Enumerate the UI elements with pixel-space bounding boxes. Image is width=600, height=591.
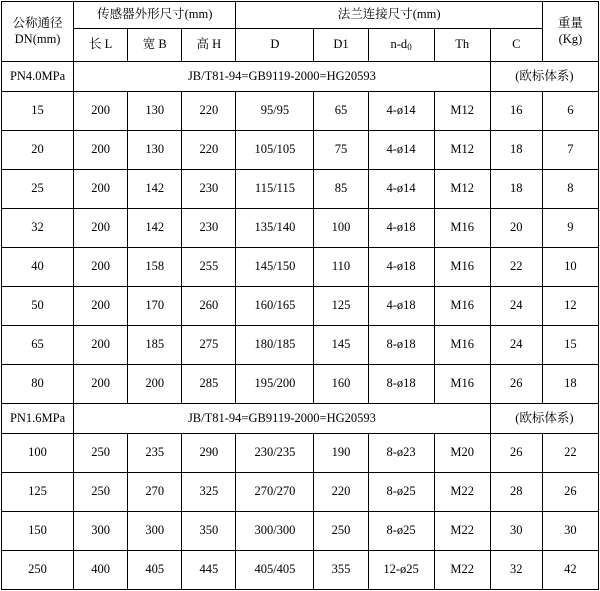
cell-d1: 110 [314,248,368,287]
header-width: 宽 B [128,29,182,62]
cell-n-d0: 8-ø18 [368,365,434,404]
cell-height: 290 [182,434,236,473]
cell-d1: 190 [314,434,368,473]
header-c: C [490,29,542,62]
table-header [2,2,599,62]
cell-d: 95/95 [236,92,314,131]
cell-th: M16 [434,326,490,365]
cell-n-d0: 8-ø25 [368,473,434,512]
cell-n-d0: 8-ø18 [368,326,434,365]
cell-length: 200 [74,209,128,248]
section-standard: JB/T81-94=GB9119-2000=HG20593 [74,62,491,92]
cell-d: 195/200 [236,365,314,404]
section-pressure: PN1.6MPa [2,404,74,434]
cell-height: 350 [182,512,236,551]
cell-dn: 50 [2,287,74,326]
cell-dn: 250 [2,551,74,590]
header-weight-line1: 重量 [557,15,583,30]
cell-d1: 160 [314,365,368,404]
table-row [2,131,599,170]
cell-width: 405 [128,551,182,590]
header-d: D [236,29,314,62]
header-dn-line1: 公称通径 [12,15,63,30]
cell-n-d0: 4-ø18 [368,209,434,248]
cell-weight: 18 [542,365,598,404]
cell-d: 405/405 [236,551,314,590]
cell-length: 300 [74,512,128,551]
section-pressure: PN4.0MPa [2,62,74,92]
cell-dn: 65 [2,326,74,365]
cell-d1: 145 [314,326,368,365]
cell-weight: 22 [542,434,598,473]
cell-length: 200 [74,248,128,287]
section-header-row [2,62,599,92]
cell-weight: 15 [542,326,598,365]
cell-c: 18 [490,131,542,170]
cell-dn: 20 [2,131,74,170]
header-n-d0-main: n-d [390,37,408,52]
cell-weight: 12 [542,287,598,326]
cell-n-d0: 12-ø25 [368,551,434,590]
table-row [2,287,599,326]
cell-width: 270 [128,473,182,512]
cell-d1: 85 [314,170,368,209]
cell-height: 445 [182,551,236,590]
cell-th: M22 [434,473,490,512]
cell-weight: 9 [542,209,598,248]
cell-d: 180/185 [236,326,314,365]
cell-weight: 42 [542,551,598,590]
cell-weight: 7 [542,131,598,170]
cell-d1: 355 [314,551,368,590]
cell-dn: 125 [2,473,74,512]
cell-width: 170 [128,287,182,326]
cell-length: 250 [74,434,128,473]
cell-th: M22 [434,551,490,590]
table-row [2,248,599,287]
cell-c: 18 [490,170,542,209]
specification-table [1,1,599,590]
cell-th: M16 [434,209,490,248]
cell-d1: 220 [314,473,368,512]
header-weight-line2: (Kg) [558,31,583,46]
section-standard: JB/T81-94=GB9119-2000=HG20593 [74,404,491,434]
cell-d1: 100 [314,209,368,248]
cell-c: 24 [490,326,542,365]
cell-length: 400 [74,551,128,590]
cell-d: 300/300 [236,512,314,551]
cell-th: M12 [434,170,490,209]
cell-width: 130 [128,92,182,131]
cell-dn: 80 [2,365,74,404]
cell-length: 200 [74,365,128,404]
cell-height: 285 [182,365,236,404]
cell-length: 200 [74,131,128,170]
cell-length: 200 [74,92,128,131]
cell-th: M22 [434,512,490,551]
cell-length: 200 [74,287,128,326]
cell-height: 230 [182,209,236,248]
header-sub-row [2,29,599,62]
cell-th: M20 [434,434,490,473]
table-row [2,326,599,365]
cell-d1: 75 [314,131,368,170]
header-group-row [2,2,599,29]
cell-weight: 26 [542,473,598,512]
table-row [2,512,599,551]
cell-width: 130 [128,131,182,170]
header-n-d0-sub: 0 [407,42,412,53]
cell-width: 300 [128,512,182,551]
cell-weight: 6 [542,92,598,131]
cell-height: 230 [182,170,236,209]
cell-width: 158 [128,248,182,287]
cell-dn: 150 [2,512,74,551]
section-note: (欧标体系) [490,62,598,92]
cell-length: 200 [74,326,128,365]
table-row [2,209,599,248]
table-row [2,365,599,404]
header-group-sensor: 传感器外形尺寸(mm) [74,2,236,29]
cell-th: M12 [434,131,490,170]
cell-n-d0: 4-ø18 [368,287,434,326]
cell-d: 270/270 [236,473,314,512]
cell-height: 220 [182,131,236,170]
table-row [2,434,599,473]
cell-dn: 32 [2,209,74,248]
cell-d1: 250 [314,512,368,551]
cell-d: 135/140 [236,209,314,248]
cell-width: 200 [128,365,182,404]
cell-c: 28 [490,473,542,512]
cell-dn: 100 [2,434,74,473]
cell-n-d0: 8-ø25 [368,512,434,551]
cell-d: 145/150 [236,248,314,287]
table-row [2,551,599,590]
cell-width: 185 [128,326,182,365]
header-d1: D1 [314,29,368,62]
header-n-d0 [368,29,434,62]
cell-c: 30 [490,512,542,551]
cell-height: 220 [182,92,236,131]
header-group-flange: 法兰连接尺寸(mm) [236,2,542,29]
cell-d: 230/235 [236,434,314,473]
cell-th: M16 [434,287,490,326]
header-weight [542,2,598,62]
cell-weight: 10 [542,248,598,287]
header-dn-line2: DN(mm) [14,31,61,46]
cell-c: 32 [490,551,542,590]
cell-th: M16 [434,248,490,287]
cell-length: 200 [74,170,128,209]
cell-length: 250 [74,473,128,512]
cell-th: M12 [434,92,490,131]
cell-d: 105/105 [236,131,314,170]
cell-dn: 40 [2,248,74,287]
cell-d: 115/115 [236,170,314,209]
section-header-row [2,404,599,434]
table-row [2,473,599,512]
cell-c: 26 [490,434,542,473]
cell-width: 142 [128,209,182,248]
cell-c: 24 [490,287,542,326]
cell-height: 325 [182,473,236,512]
cell-width: 142 [128,170,182,209]
cell-weight: 8 [542,170,598,209]
header-height: 高 H [182,29,236,62]
cell-c: 26 [490,365,542,404]
cell-weight: 30 [542,512,598,551]
table-row [2,170,599,209]
cell-n-d0: 8-ø23 [368,434,434,473]
cell-dn: 25 [2,170,74,209]
cell-n-d0: 4-ø14 [368,170,434,209]
cell-th: M16 [434,365,490,404]
header-dn [2,2,74,62]
header-length: 长 L [74,29,128,62]
cell-dn: 15 [2,92,74,131]
table-row [2,92,599,131]
cell-d1: 65 [314,92,368,131]
header-th: Th [434,29,490,62]
cell-n-d0: 4-ø18 [368,248,434,287]
cell-d: 160/165 [236,287,314,326]
cell-n-d0: 4-ø14 [368,131,434,170]
cell-c: 16 [490,92,542,131]
cell-height: 255 [182,248,236,287]
cell-height: 260 [182,287,236,326]
cell-c: 20 [490,209,542,248]
cell-c: 22 [490,248,542,287]
section-note: (欧标体系) [490,404,598,434]
table-body [2,62,599,590]
cell-d1: 125 [314,287,368,326]
cell-width: 235 [128,434,182,473]
cell-height: 275 [182,326,236,365]
cell-n-d0: 4-ø14 [368,92,434,131]
